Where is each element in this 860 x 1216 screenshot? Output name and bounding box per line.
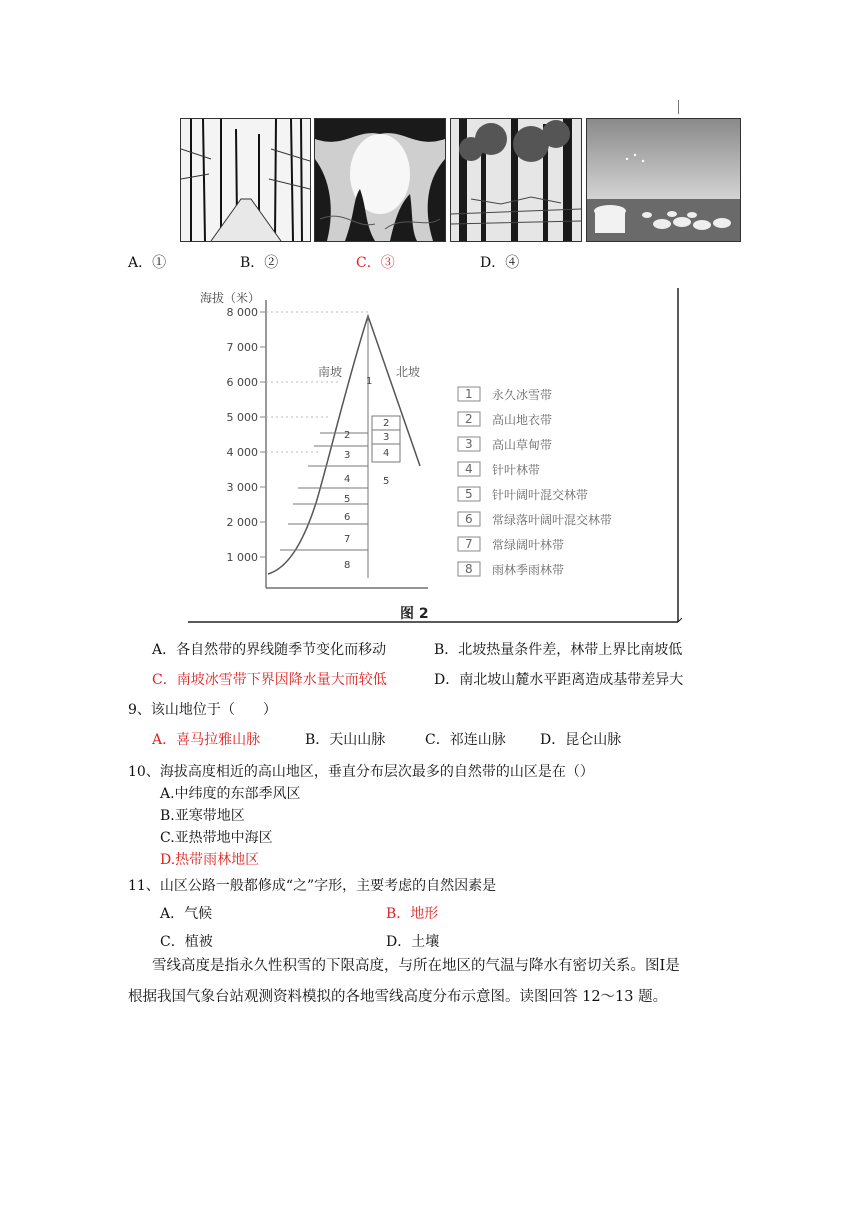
belt-number: 2 xyxy=(344,430,351,441)
passage-line-2: 根据我国气象台站观测资料模拟的各地雪线高度分布示意图。读图回答 12～13 题。 xyxy=(128,989,668,1005)
q9-option-d: D．昆仑山脉 xyxy=(540,732,622,748)
photo-4-grassland xyxy=(586,118,741,242)
belt-number: 2 xyxy=(383,418,390,429)
belt-number: 6 xyxy=(344,512,351,523)
legend-num: 2 xyxy=(465,412,473,426)
photo-1-coniferous-forest xyxy=(180,118,311,242)
q11-stem: 11、山区公路一般都修成“之”字形，主要考虑的自然因素是 xyxy=(128,878,497,894)
photo-3-mixed-forest xyxy=(450,118,582,242)
y-tick: 3 000 xyxy=(226,481,258,494)
south-slope-label: 南坡 xyxy=(318,365,343,379)
q8-option-a: A．各自然带的界线随季节变化而移动 xyxy=(152,642,387,658)
belt-number: 7 xyxy=(344,534,351,545)
page-corner-mark xyxy=(678,100,679,114)
y-tick: 8 000 xyxy=(226,306,258,319)
q9-option-a-answer: A．喜马拉雅山脉 xyxy=(152,732,261,748)
option-b: B．② xyxy=(240,255,279,271)
belt-number: 1 xyxy=(366,376,373,387)
legend-label: 高山地衣带 xyxy=(492,413,553,427)
q11-option-b-answer: B．地形 xyxy=(386,906,439,922)
belt-number: 3 xyxy=(344,450,351,461)
legend-label: 高山草甸带 xyxy=(492,438,553,452)
q11-option-d: D．土壤 xyxy=(386,934,440,950)
belt-number: 5 xyxy=(344,494,351,505)
belt-number: 8 xyxy=(344,560,351,571)
photo-2-rainforest xyxy=(314,118,446,242)
q11-option-c: C．植被 xyxy=(160,934,213,950)
option-d: D．④ xyxy=(480,255,520,271)
y-tick: 5 000 xyxy=(226,411,258,424)
y-tick: 7 000 xyxy=(226,341,258,354)
figure-2-vertical-zonation xyxy=(188,288,682,628)
q10-option-b: B.亚寒带地区 xyxy=(160,808,245,824)
q10-option-d-answer: D.热带雨林地区 xyxy=(160,852,260,868)
q10-option-c: C.亚热带地中海区 xyxy=(160,830,273,846)
belt-number: 3 xyxy=(383,432,390,443)
legend-num: 5 xyxy=(465,487,473,501)
legend-num: 8 xyxy=(465,562,473,576)
q10-stem: 10、海拔高度相近的高山地区，垂直分布层次最多的自然带的山区是在（） xyxy=(128,764,594,780)
q8-option-c-answer: C．南坡冰雪带下界因降水量大而较低 xyxy=(152,672,387,688)
north-slope-label: 北坡 xyxy=(396,365,421,379)
belt-number: 5 xyxy=(383,476,390,487)
q8-option-b: B．北坡热量条件差，林带上界比南坡低 xyxy=(434,642,683,658)
legend-num: 7 xyxy=(465,537,473,551)
belt-number: 4 xyxy=(383,448,390,459)
q9-option-b: B．天山山脉 xyxy=(305,732,386,748)
legend-label: 针叶阔叶混交林带 xyxy=(492,488,589,502)
y-tick: 6 000 xyxy=(226,376,258,389)
legend-label: 针叶林带 xyxy=(492,463,541,477)
q9-option-c: C．祁连山脉 xyxy=(425,732,506,748)
option-c-answer: C．③ xyxy=(356,255,395,271)
legend-label: 常绿落叶阔叶混交林带 xyxy=(492,513,613,527)
y-axis-title: 海拔（米） xyxy=(200,291,261,305)
q8-option-d: D．南北坡山麓水平距离造成基带差异大 xyxy=(434,672,684,688)
y-tick: 2 000 xyxy=(226,516,258,529)
q11-option-a: A．气候 xyxy=(160,906,213,922)
legend-num: 4 xyxy=(465,462,473,476)
q9-stem: 9、该山地位于（ ） xyxy=(128,702,277,718)
figure-caption: 图 2 xyxy=(400,606,429,622)
legend-label: 雨林季雨林带 xyxy=(492,563,565,577)
passage-line-1: 雪线高度是指永久性积雪的下限高度，与所在地区的气温与降水有密切关系。图Ⅰ是 xyxy=(152,958,680,974)
legend-label: 常绿阔叶林带 xyxy=(492,538,565,552)
y-tick: 1 000 xyxy=(226,551,258,564)
q10-option-a: A.中纬度的东部季风区 xyxy=(160,786,301,802)
legend-num: 6 xyxy=(465,512,473,526)
legend-num: 1 xyxy=(465,387,473,401)
option-a: A．① xyxy=(128,255,167,271)
y-tick: 4 000 xyxy=(226,446,258,459)
legend-label: 永久冰雪带 xyxy=(492,388,553,402)
belt-number: 4 xyxy=(344,474,351,485)
legend-num: 3 xyxy=(465,437,473,451)
